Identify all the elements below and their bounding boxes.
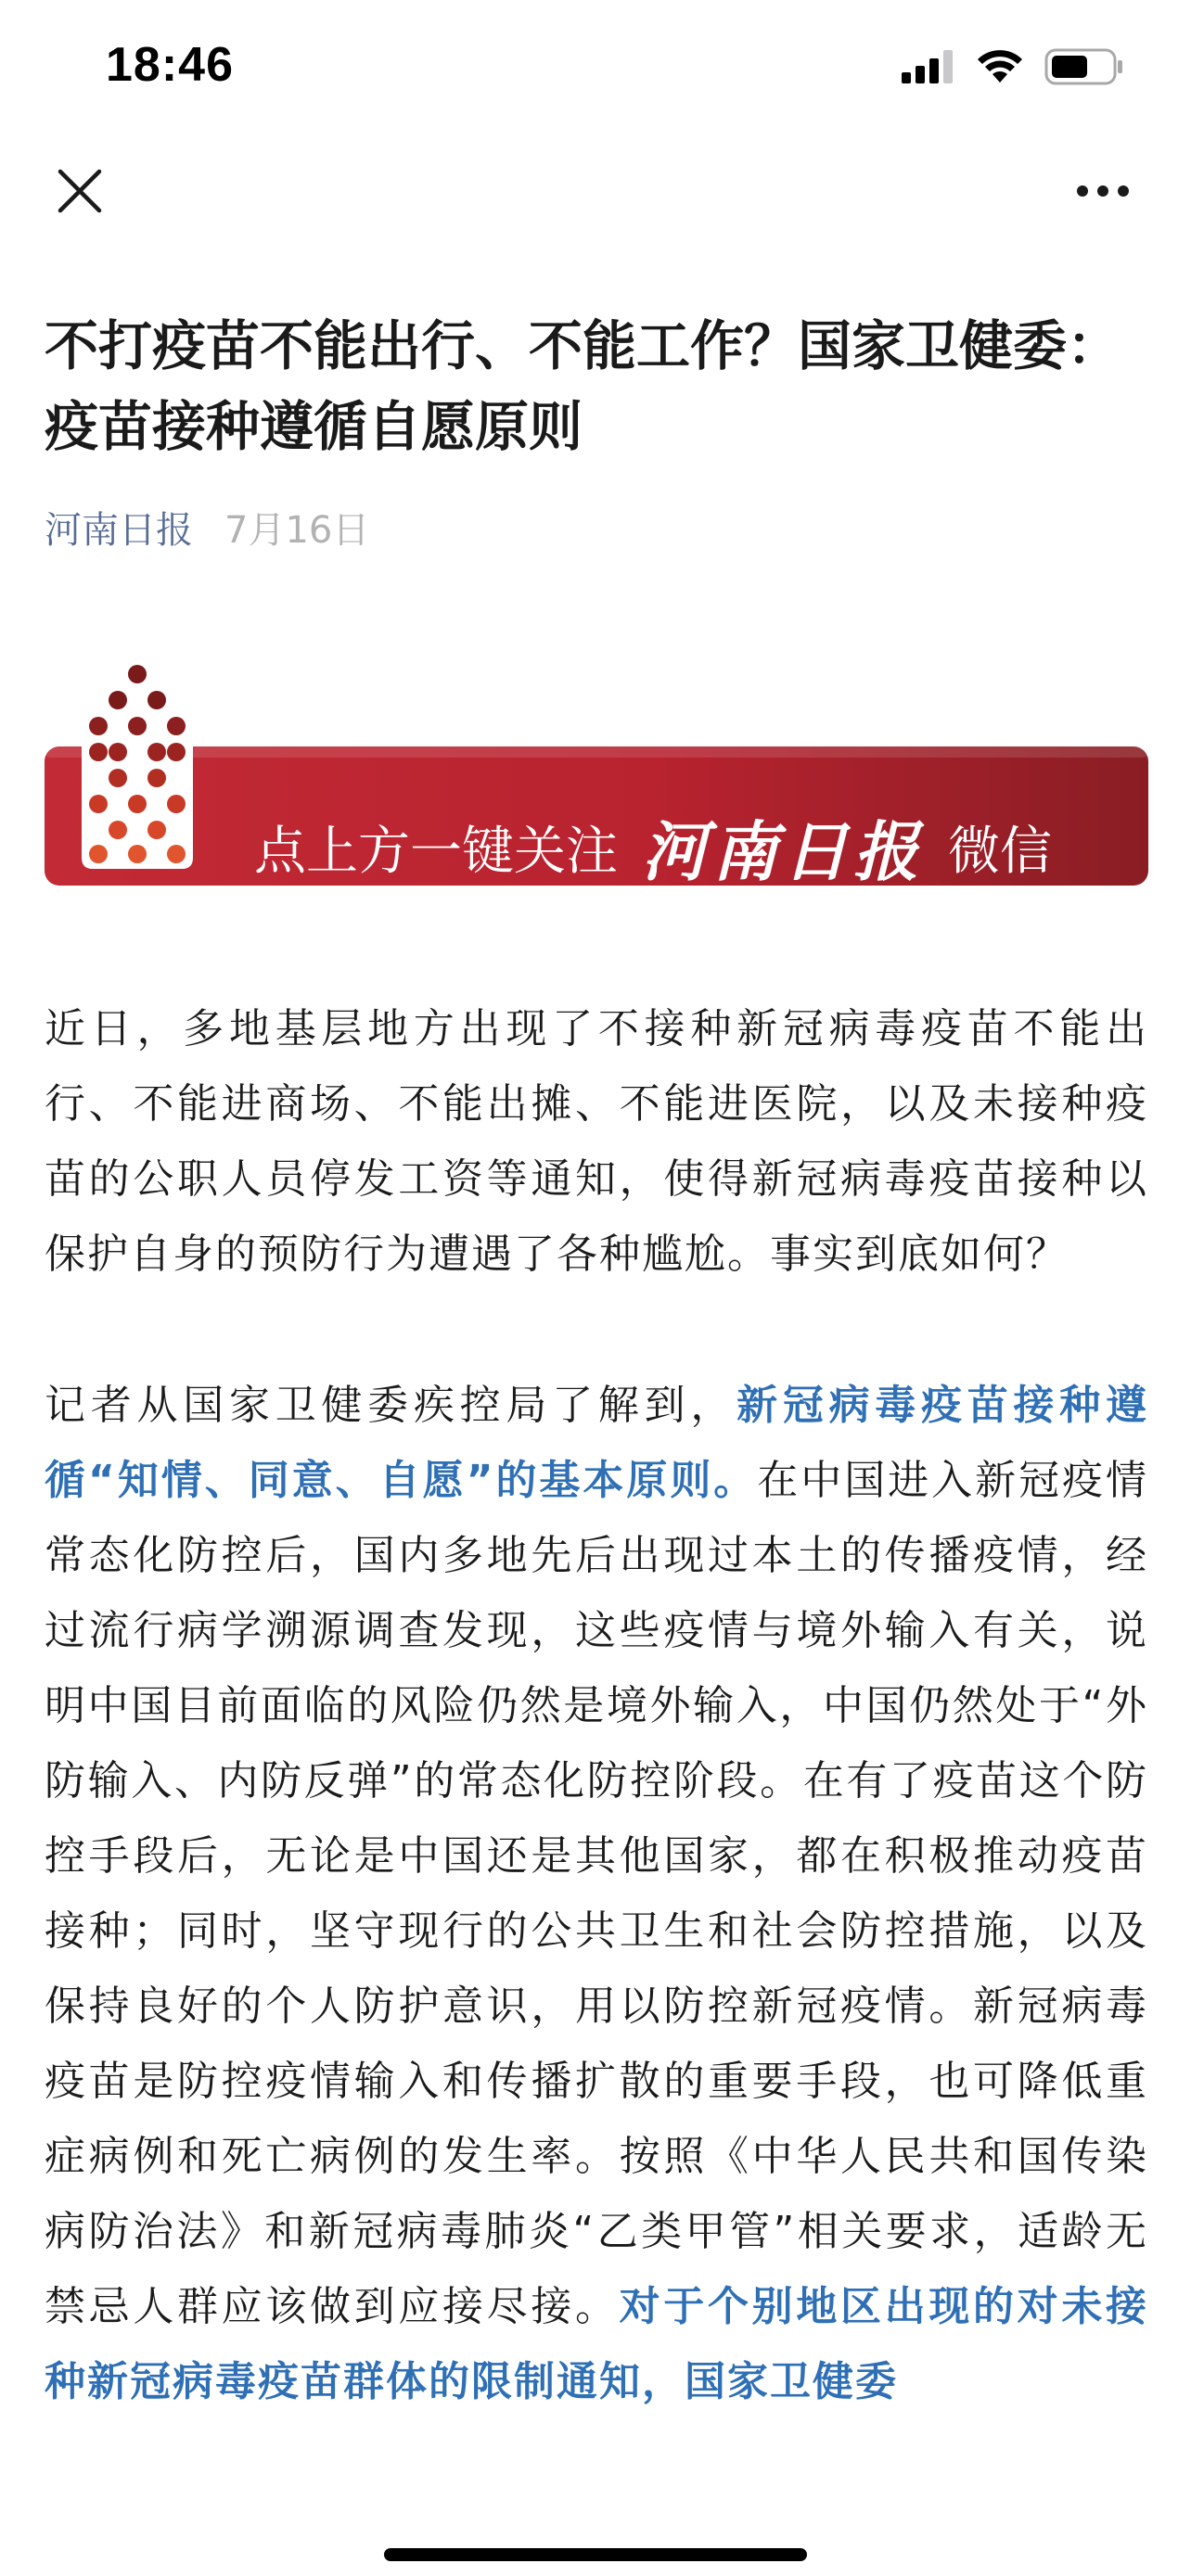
close-icon	[57, 168, 103, 214]
more-options-button[interactable]	[1061, 158, 1145, 224]
article-title: 不打疫苗不能出行、不能工作？国家卫健委：疫苗接种遵循自愿原则	[45, 314, 1121, 458]
paragraph-2-highlight-2: 对于个别地区出现的对未接种新冠病毒疫苗群体的限制通知，国家卫健委	[45, 2283, 1149, 2405]
article-date: 7月16日	[224, 509, 370, 552]
nav-bar	[0, 139, 1191, 250]
home-indicator[interactable]	[384, 2548, 807, 2561]
article-meta	[45, 501, 1148, 554]
article-author-link[interactable]: 河南日报	[45, 509, 193, 552]
cellular-signal-icon	[902, 50, 955, 83]
paragraph-2-highlight-1: 新冠病毒疫苗接种遵循“知情、同意、自愿”的基本原则。	[45, 1382, 1149, 1504]
follow-banner-prompt: 点上方一键关注	[254, 821, 618, 882]
follow-banner-brand: 河南日报	[642, 813, 924, 890]
battery-icon	[1044, 48, 1124, 85]
paragraph-2-text-b: 在中国进入新冠疫情常态化防控后，国内多地先后出现过本土的传播疫情，经过流行病学溯源调查发现，这些疫情与境外输入有关，说明中国目前面临的风险仍然是境外输入，中国仍然处于“外防输入、内防反弹”的常态化防控阶段。在有了疫苗这个防控手段后，无论是中国还是其他国家，都在积极推动疫苗接种；同时，坚守现行的公共卫生和社会防控措施，以及保持良好的个人防护意识，用以防控新冠疫情。新冠病毒疫苗是防控疫情输入和传播扩散的重要手段，也可降低重症病例和死亡病例的发生率。按照《中华人民共和国传染病防治法》和新冠病毒肺炎“乙类甲管”相关要求，适龄无禁忌人群应该做到应接尽接。	[45, 1457, 1148, 2330]
follow-banner[interactable]	[45, 663, 1148, 889]
close-button[interactable]	[46, 158, 113, 224]
wifi-icon	[976, 49, 1024, 84]
follow-banner-text	[254, 800, 1052, 894]
article	[45, 306, 1148, 2419]
status-bar	[0, 0, 1191, 130]
paragraph-2-text-a: 记者从国家卫健委疾控局了解到，	[45, 1382, 737, 1429]
status-time: 18:46	[106, 38, 234, 92]
more-options-icon	[1076, 185, 1130, 198]
follow-banner-suffix: 微信	[948, 821, 1052, 882]
status-icons	[902, 43, 1124, 91]
article-paragraph-2	[45, 1368, 1148, 2419]
article-paragraph-1: 近日，多地基层地方出现了不接种新冠病毒疫苗不能出行、不能进商场、不能出摊、不能进医院，以及未接种疫苗的公职人员停发工资等通知，使得新冠病毒疫苗接种以保护自身的预防行为遭遇了各种尴尬。事实到底如何？	[45, 1005, 1148, 1278]
